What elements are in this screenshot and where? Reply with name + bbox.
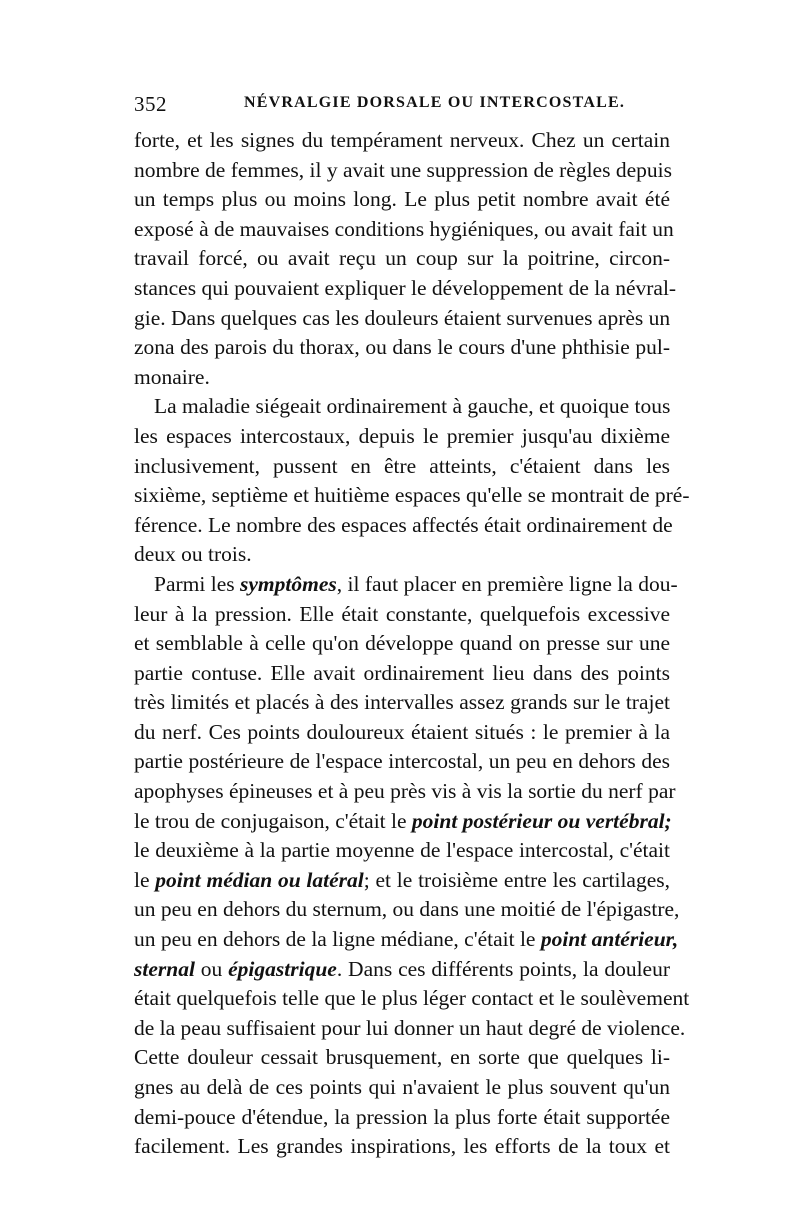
text-segment: férence. Le nombre des espaces affectés était ordinairement de	[134, 512, 673, 537]
text-segment: un temps plus ou moins long. Le plus petit nombre avait été	[134, 187, 670, 212]
text-segment: deux ou trois.	[134, 542, 252, 567]
text-line	[134, 955, 670, 985]
text-line	[134, 452, 670, 482]
text-line	[134, 718, 670, 748]
text-segment: un peu en dehors de la ligne médiane, c'était le	[134, 927, 541, 952]
text-line	[134, 836, 670, 866]
text-segment: leur à la pression. Elle était constante, quelquefois excessive	[134, 601, 670, 626]
italic-term: point antérieur,	[540, 927, 679, 952]
text-line	[134, 126, 670, 156]
text-segment: stances qui pouvaient expliquer le développement de la névral-	[134, 275, 677, 300]
text-line	[134, 274, 677, 304]
text-line	[134, 422, 670, 452]
text-line	[134, 363, 670, 393]
text-line	[134, 925, 679, 955]
text-line	[134, 1014, 686, 1044]
text-segment: les espaces intercostaux, depuis le premier jusqu'au dixième	[134, 423, 670, 448]
text-segment: apophyses épineuses et à peu près vis à vis la sortie du nerf par	[134, 779, 676, 804]
text-line	[134, 866, 670, 896]
text-line	[134, 688, 670, 718]
text-line	[134, 1103, 670, 1133]
text-line	[134, 392, 670, 422]
text-line	[134, 540, 670, 570]
text-segment: travail forcé, ou avait reçu un coup sur la poitrine, circon-	[134, 246, 670, 271]
text-segment: et semblable à celle qu'on développe quand on presse sur une	[134, 631, 670, 656]
text-line	[134, 984, 690, 1014]
text-line	[134, 659, 670, 689]
text-segment: gnes au delà de ces points qui n'avaient le plus souvent qu'un	[134, 1075, 670, 1099]
text-segment: le	[134, 867, 156, 892]
text-line	[134, 156, 670, 186]
text-segment: était quelquefois telle que le plus léger contact et le soulèvement	[134, 986, 690, 1011]
text-segment: de la peau suffisaient pour lui donner un haut degré de violence.	[134, 1015, 686, 1040]
text-line	[134, 570, 678, 600]
page-number: 352	[134, 92, 167, 116]
text-segment: zona des parois du thorax, ou dans le cours d'une phthisie pul-	[134, 335, 670, 360]
text-segment: inclusivement, pussent en être atteints, c'étaient dans les	[134, 453, 670, 478]
text-segment: , il faut placer en première ligne la dou-	[336, 571, 678, 596]
text-line	[134, 511, 673, 541]
text-segment: Parmi les	[154, 571, 240, 596]
text-segment: demi-pouce d'étendue, la pression la plus forte était supportée	[134, 1104, 670, 1129]
text-segment: sixième, septième et huitième espaces qu'elle se montrait de pré-	[134, 483, 690, 508]
text-line	[134, 629, 670, 659]
text-segment: le deuxième à la partie moyenne de l'espace intercostal, c'était	[134, 838, 670, 863]
text-segment: . Dans ces différents points, la douleur	[336, 956, 671, 981]
body-text	[134, 126, 690, 1162]
text-segment: Cette douleur cessait brusquement, en sorte que quelques li-	[134, 1045, 670, 1070]
text-segment: monaire.	[134, 364, 210, 389]
text-segment: gie. Dans quelques cas les douleurs étaient survenues après un	[134, 305, 671, 330]
italic-term: point postérieur ou vertébral;	[411, 808, 672, 833]
text-segment: exposé à de mauvaises conditions hygiéniques, ou avait fait un	[134, 216, 674, 241]
running-title: NÉVRALGIE DORSALE OU INTERCOSTALE.	[244, 94, 626, 111]
text-line	[134, 895, 680, 925]
text-segment: ou	[194, 956, 229, 981]
text-segment: partie contuse. Elle avait ordinairement lieu dans des points	[134, 660, 670, 685]
text-line	[134, 244, 670, 274]
text-segment: forte, et les signes du tempérament nerveux. Chez un certain	[134, 128, 670, 152]
text-line	[134, 333, 670, 363]
text-segment: du nerf. Ces points douloureux étaient situés : le premier à la	[134, 719, 670, 744]
running-head	[134, 92, 674, 122]
text-segment: un peu en dehors du sternum, ou dans une moitié de l'épigastre,	[134, 897, 680, 922]
text-line	[134, 747, 670, 777]
text-line	[134, 777, 676, 807]
italic-term: symptômes	[240, 571, 337, 596]
text-line	[134, 1043, 670, 1073]
text-segment: le trou de conjugaison, c'était le	[134, 808, 412, 833]
text-line	[134, 1073, 670, 1103]
text-line	[134, 481, 690, 511]
text-line	[134, 1132, 670, 1162]
text-line	[134, 185, 670, 215]
italic-term: épigastrique	[228, 956, 337, 981]
text-line	[134, 215, 674, 245]
text-segment: très limités et placés à des intervalles assez grands sur le trajet	[134, 690, 670, 715]
italic-term: sternal	[134, 956, 195, 981]
text-segment: partie postérieure de l'espace intercostal, un peu en dehors des	[134, 749, 670, 774]
text-segment: La maladie siégeait ordinairement à gauche, et quoique tous	[154, 394, 671, 419]
text-line	[134, 304, 670, 334]
text-segment: nombre de femmes, il y avait une suppression de règles depuis	[134, 157, 672, 182]
text-segment: ; et le troisième entre les cartilages,	[363, 867, 671, 892]
italic-term: point médian ou latéral	[155, 867, 364, 892]
text-segment: facilement. Les grandes inspirations, les efforts de la toux et	[134, 1134, 670, 1159]
text-line	[134, 807, 670, 837]
text-line	[134, 600, 670, 630]
